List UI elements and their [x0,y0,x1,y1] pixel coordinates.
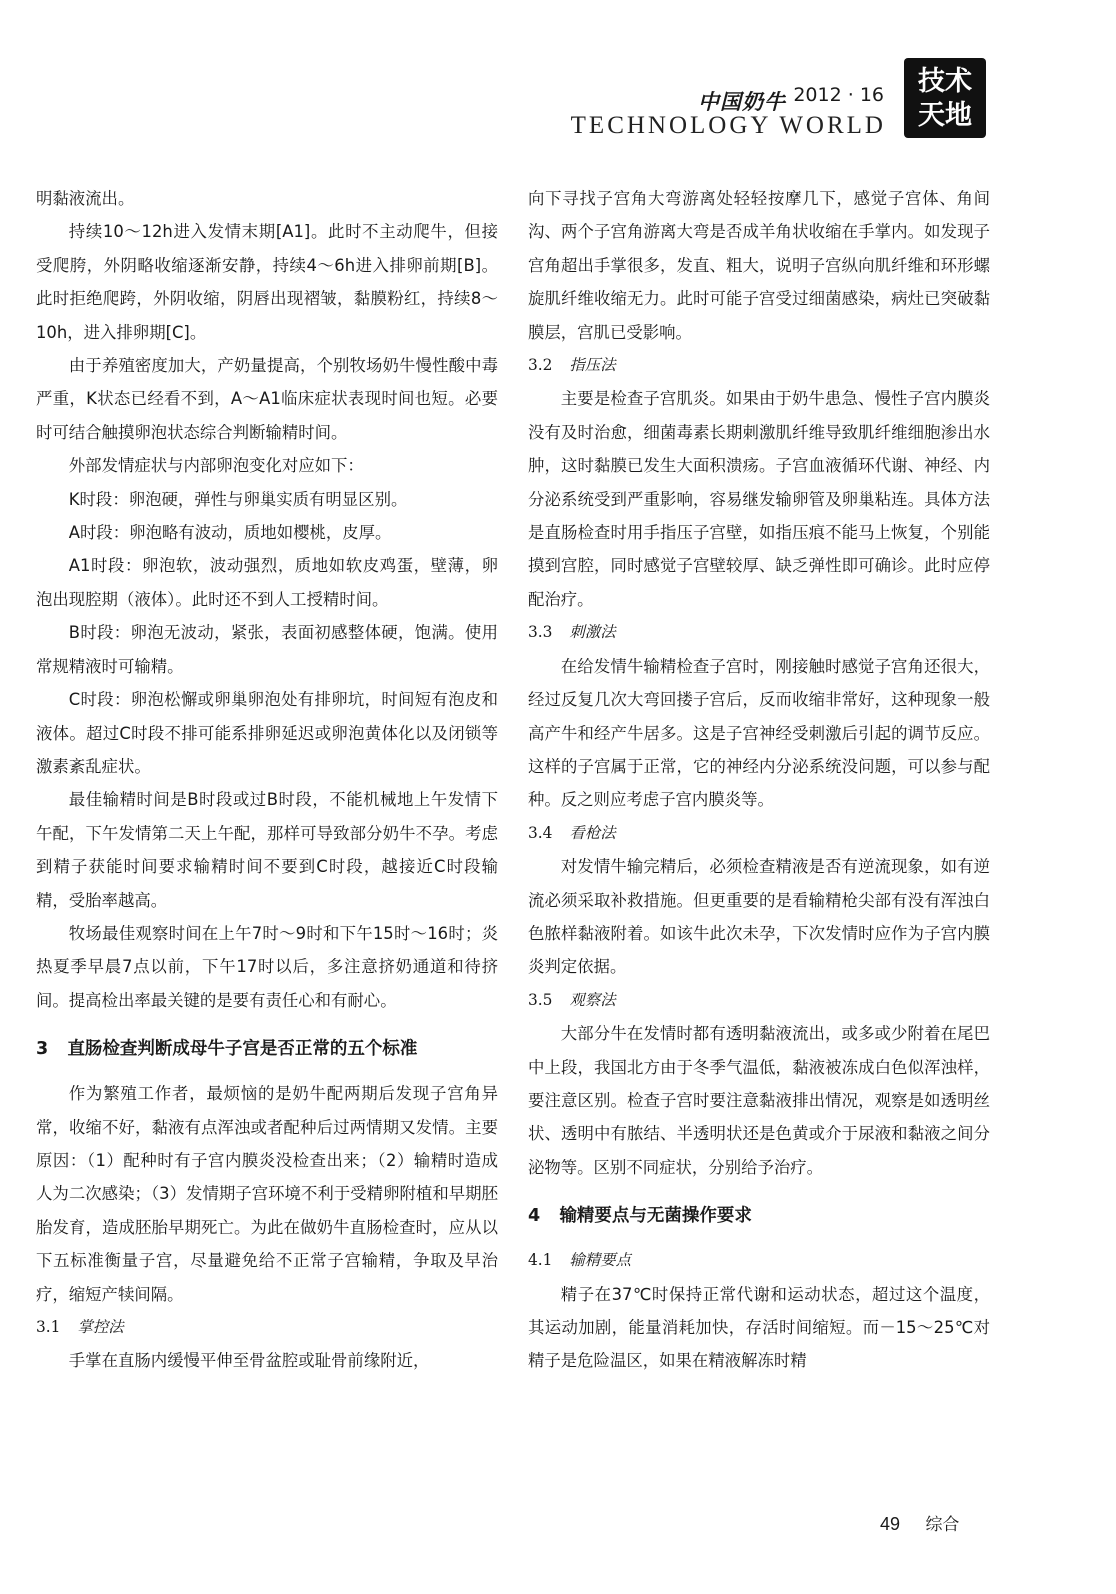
subsection-heading [528,984,990,1017]
page-footer [880,1510,959,1535]
section-number: 3 [36,1039,49,1060]
subsection-number: 3.5 [528,990,553,1009]
badge-line-1: 技术 [918,66,972,97]
section-badge [904,58,986,138]
subsection-title: 刺激法 [569,623,616,642]
subsection-heading [528,817,990,850]
paragraph: 在给发情牛输精检查子宫时，刚接触时感觉子宫角还很大，经过反复几次大弯回搂子宫后，反而收缩非常好，这种现象一般高产牛和经产牛居多。这是子宫神经受刺激后引起的调节反应。这样的子宫属于正常，它的神经内分泌系统没问题，可以参与配种。反之则应考虑子宫内膜炎等。 [528,656,990,810]
section-title-en: TECHNOLOGY WORLD [570,112,886,139]
paragraph: 手掌在直肠内缓慢平伸至骨盆腔或耻骨前缘附近， [68,1351,430,1371]
section-heading [528,1198,990,1234]
paragraph: 最佳输精时间是B时段或过B时段，不能机械地上午发情下午配，下午发情第二天上午配，那样可导致部分奶牛不孕。考虑到精子获能时间要求输精时间不要到C时段，越接近C时段输精，受胎率越高。 [36,790,498,910]
paragraph: 精子在37℃时保持正常代谢和运动状态，超过这个温度，其运动加剧，能量消耗加快，存活时间缩短。而－15～25℃对精子是危险温区，如果在精液解冻时精 [528,1284,990,1371]
subsection-heading [528,1244,990,1277]
paragraph: A1时段：卵泡软，波动强烈，质地如软皮鸡蛋，壁薄，卵泡出现腔期（液体）。此时还不到人工授精时间。 [36,556,498,609]
issue-label: 2012 · 16 [793,84,884,106]
paragraph: 由于养殖密度加大，产奶量提高，个别牧场奶牛慢性酸中毒严重，K状态已经看不到，A～A1临床症状表现时间也短。必要时可结合触摸卵泡状态综合判断输精时间。 [36,356,498,442]
subsection-number: 3.3 [528,623,553,642]
paragraph: C时段：卵泡松懈或卵巢卵泡处有排卵坑，时间短有泡皮和液体。超过C时段不排可能系排卵延迟或卵泡黄体化以及闭锁等激素紊乱症状。 [36,690,498,776]
badge-line-2: 天地 [918,100,972,131]
magazine-brand: 中国奶牛 [698,89,786,114]
section-title: 输精要点与无菌操作要求 [559,1206,752,1227]
paragraph: 对发情牛输完精后，必须检查精液是否有逆流现象，如有逆流必须采取补救措施。但更重要的是看输精枪尖部有没有浑浊白色脓样黏液附着。如该牛此次未孕，下次发情时应作为子宫内膜炎判定依据。 [528,857,990,977]
paragraph: 向下寻找子宫角大弯游离处轻轻按摩几下，感觉子宫体、角间沟、两个子宫角游离大弯是否成羊角状收缩在手掌内。如发现子宫角超出手掌很多，发直、粗大，说明子宫纵向肌纤维和环形螺旋肌纤维收缩无力。此时可能子宫受过细菌感染，病灶已突破黏膜层，宫肌已受影响。 [528,189,990,342]
paragraph: 明黏液流出。 [36,189,135,208]
paragraph: 大部分牛在发情时都有透明黏液流出，或多或少附着在尾巴中上段，我国北方由于冬季气温低，黏液被冻成白色似浑浊样，要注意区别。检查子宫时要注意黏液排出情况，观察是如透明丝状、透明中有脓结、半透明状还是色黄或介于尿液和黏液之间分泌物等。区别不同症状，分别给予治疗。 [528,1024,990,1177]
paragraph: B时段：卵泡无波动，紧张，表面初感整体硬，饱满。使用常规精液时可输精。 [36,623,498,676]
paragraph: K时段：卵泡硬，弹性与卵巢实质有明显区别。 [68,489,408,509]
footer-section: 综合 [925,1515,960,1535]
section-heading [36,1031,498,1067]
page-header [556,52,1116,142]
right-column [528,182,990,1378]
left-column [36,182,498,1378]
subsection-title: 输精要点 [569,1251,631,1270]
subsection-heading [528,349,990,382]
subsection-heading [528,616,990,649]
section-number: 4 [528,1206,541,1227]
paragraph: 主要是检查子宫肌炎。如果由于奶牛患急、慢性子宫内膜炎没有及时治愈，细菌毒素长期刺激肌纤维导致肌纤维细胞渗出水肿，这时黏膜已发生大面积溃疡。子宫血液循环代谢、神经、内分泌系统受到严重影响，容易继发输卵管及卵巢粘连。具体方法是直肠检查时用手指压子宫壁，如指压痕不能马上恢复，个别能摸到宫腔，同时感觉子宫壁较厚、缺乏弹性即可确诊。此时应停配治疗。 [528,389,990,609]
subsection-number: 3.1 [36,1318,61,1336]
subsection-heading [36,1311,498,1344]
subsection-title: 观察法 [569,990,616,1009]
subsection-title: 指压法 [569,356,616,375]
subsection-title: 掌控法 [77,1318,124,1336]
subsection-number: 3.4 [528,823,553,842]
paragraph: 作为繁殖工作者，最烦恼的是奶牛配两期后发现子宫角异常，收缩不好，黏液有点浑浊或者配种后过两情期又发情。主要原因：（1）配种时有子宫内膜炎没检查出来；（2）输精时造成人为二次感染；（3）发情期子宫环境不利于受精卵附植和早期胚胎发育，造成胚胎早期死亡。为此在做奶牛直肠检查时，应从以下五标准衡量子宫，尽量避免给不正常子宫输精，争取及早治疗，缩短产犊间隔。 [36,1084,498,1304]
paragraph: 牧场最佳观察时间在上午7时～9时和下午15时～16时；炎热夏季早晨7点以前，下午17时以后，多注意挤奶通道和待挤间。提高检出率最关键的是要有责任心和有耐心。 [36,923,498,1010]
subsection-number: 4.1 [528,1251,553,1270]
section-title: 直肠检查判断成母牛子宫是否正常的五个标准 [67,1039,418,1060]
subsection-title: 看枪法 [569,823,616,842]
page-number: 49 [880,1514,901,1534]
paragraph: 外部发情症状与内部卵泡变化对应如下： [68,456,364,476]
subsection-number: 3.2 [528,356,553,375]
paragraph: A时段：卵泡略有波动，质地如樱桃，皮厚。 [68,523,392,543]
paragraph: 持续10～12h进入发情末期[A1]。此时不主动爬牛，但接受爬胯，外阴略收缩逐渐安静，持续4～6h进入排卵前期[B]。此时拒绝爬跨，外阴收缩，阴唇出现褶皱，黏膜粉红，持续8～10h，进入排卵期[C]。 [36,222,498,342]
